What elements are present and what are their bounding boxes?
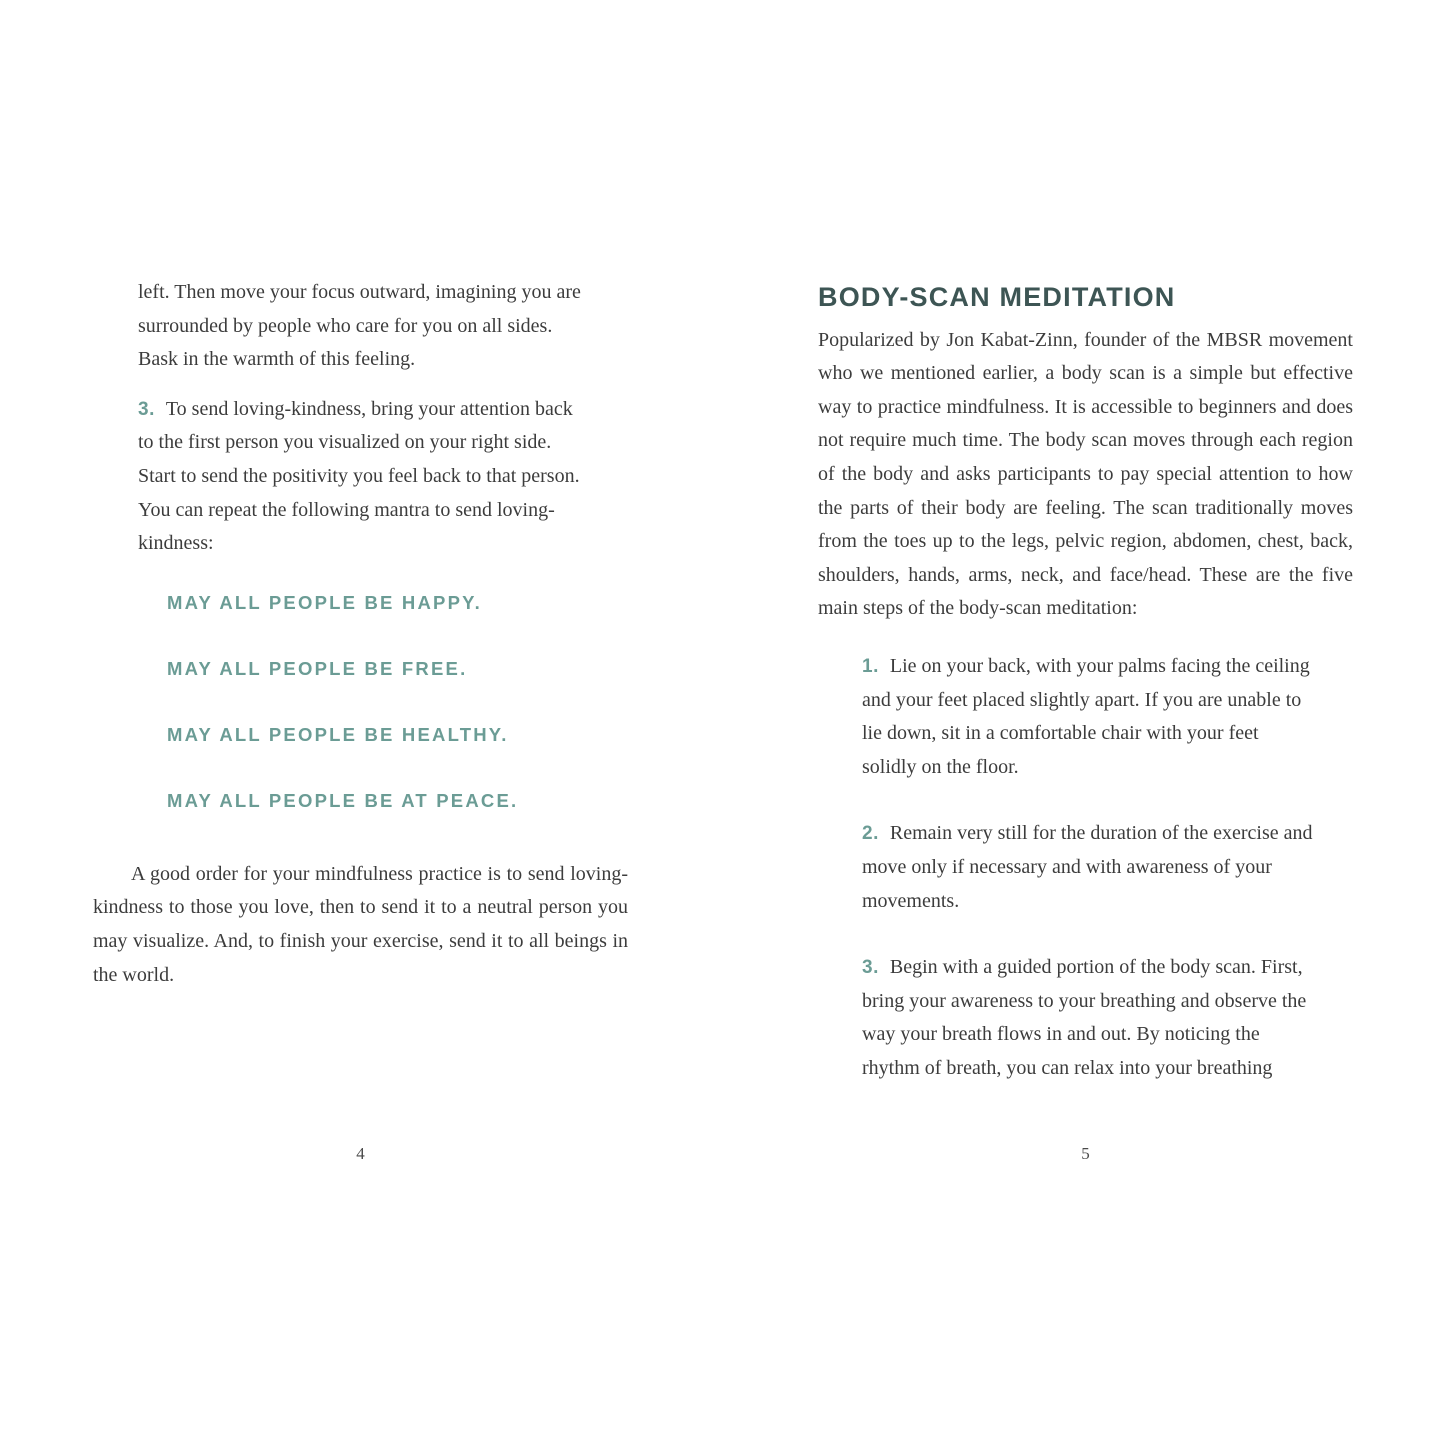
- page-number-right: 5: [1081, 1144, 1090, 1163]
- mantra-list: [167, 591, 628, 811]
- left-page-content: [93, 276, 628, 992]
- step-number: 3.: [138, 398, 155, 420]
- step-text: Begin with a guided portion of the body scan. First, bring your awareness to your breathing and observe the way your breath flows in and out. By noticing the rhythm of breath, you can relax into your breathing: [862, 956, 1307, 1079]
- section-heading: BODY-SCAN MEDITATION: [818, 282, 1176, 312]
- body-scan-step-1: [862, 650, 1316, 784]
- mantra-line: MAY ALL PEOPLE BE HAPPY.: [167, 591, 482, 613]
- mantra-line: MAY ALL PEOPLE BE AT PEACE.: [167, 789, 519, 811]
- mantra-line: MAY ALL PEOPLE BE HEALTHY.: [167, 723, 509, 745]
- left-step-3: [138, 393, 592, 561]
- step-number: 1.: [862, 655, 879, 677]
- mantra-line: MAY ALL PEOPLE BE FREE.: [167, 657, 468, 679]
- right-page-content: [818, 281, 1353, 1118]
- step-text: Lie on your back, with your palms facing the ceiling and your feet placed slightly apart. If you are unable to lie down, sit in a comfortable chair with your feet solidly on the floor.: [862, 654, 1310, 778]
- step-text: Remain very still for the duration of the exercise and move only if necessary and with awareness of your movements.: [862, 822, 1313, 912]
- steps-list: [862, 650, 1316, 1086]
- step-number: 3.: [862, 957, 879, 979]
- intro-paragraph: Popularized by Jon Kabat-Zinn, founder of the MBSR movement who we mentioned earlier, a body scan is a simple but effective way to practice mindfulness. It is accessible to beginners and does not require much time. The body scan moves through each region of the body and asks participants to pay special attention to how the parts of their body are feeling. The scan traditionally moves from the toes up to the legs, pelvic region, abdomen, chest, back, shoulders, hands, arms, neck, and face/head. These are the five main steps of the body-scan meditation:: [818, 328, 1353, 620]
- step-number: 2.: [862, 823, 879, 845]
- body-scan-step-2: [862, 817, 1316, 918]
- body-scan-step-3: [862, 951, 1316, 1085]
- continuation-paragraph: left. Then move your focus outward, imagining you are surrounded by people who care for you on all sides. Bask in the warmth of this feeling.: [138, 281, 581, 371]
- step-text: To send loving-kindness, bring your attention back to the first person you visualized on your right side. Start to send the positivity you feel back to that person. You can repeat the following mantra to send loving-kindness:: [138, 397, 580, 555]
- closing-paragraph: A good order for your mindfulness practice is to send loving-kindness to those you love, then to send it to a neutral person you may visualize. And, to finish your exercise, send it to all beings in the world.: [93, 862, 628, 986]
- page-number-left: 4: [356, 1144, 365, 1163]
